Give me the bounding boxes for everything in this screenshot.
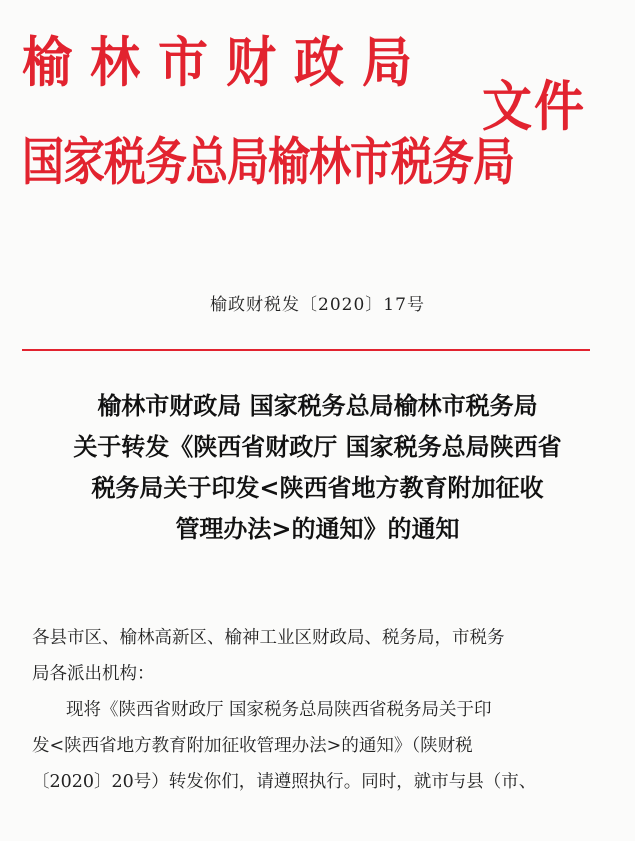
issuer-line-2: 国家税务总局榆林市税务局	[22, 132, 515, 192]
document-number: 榆政财税发〔2020〕17号	[210, 295, 425, 315]
paragraph-line-1: 现将《陕西省财政厅 国家税务总局陕西省税务局关于印	[66, 700, 492, 720]
title-line-3: 税务局关于印发<陕西省地方教育附加征收	[91, 473, 544, 502]
document-body	[32, 620, 607, 800]
salutation-line-1: 各县市区、榆林高新区、榆神工业区财政局、税务局，市税务	[32, 628, 505, 648]
salutation-line-2: 局各派出机构：	[32, 664, 155, 684]
body-paragraph	[32, 692, 607, 800]
red-divider	[22, 349, 590, 351]
salutation	[32, 620, 607, 692]
document-title	[0, 385, 635, 549]
paragraph-line-3: 〔2020〕20号）转发你们，请遵照执行。同时，就市与县（市、	[32, 772, 537, 792]
title-line-4: 管理办法>的通知》的通知	[175, 514, 460, 543]
title-line-1: 榆林市财政局 国家税务总局榆林市税务局	[97, 391, 538, 420]
document-type-label: 文件	[482, 74, 586, 138]
document-header	[22, 8, 622, 208]
title-line-2: 关于转发《陕西省财政厅 国家税务总局陕西省	[73, 432, 562, 461]
issuer-line-1: 榆林市财政局	[22, 30, 430, 94]
paragraph-line-2: 发<陕西省地方教育附加征收管理办法>的通知》（陕财税	[32, 736, 473, 756]
